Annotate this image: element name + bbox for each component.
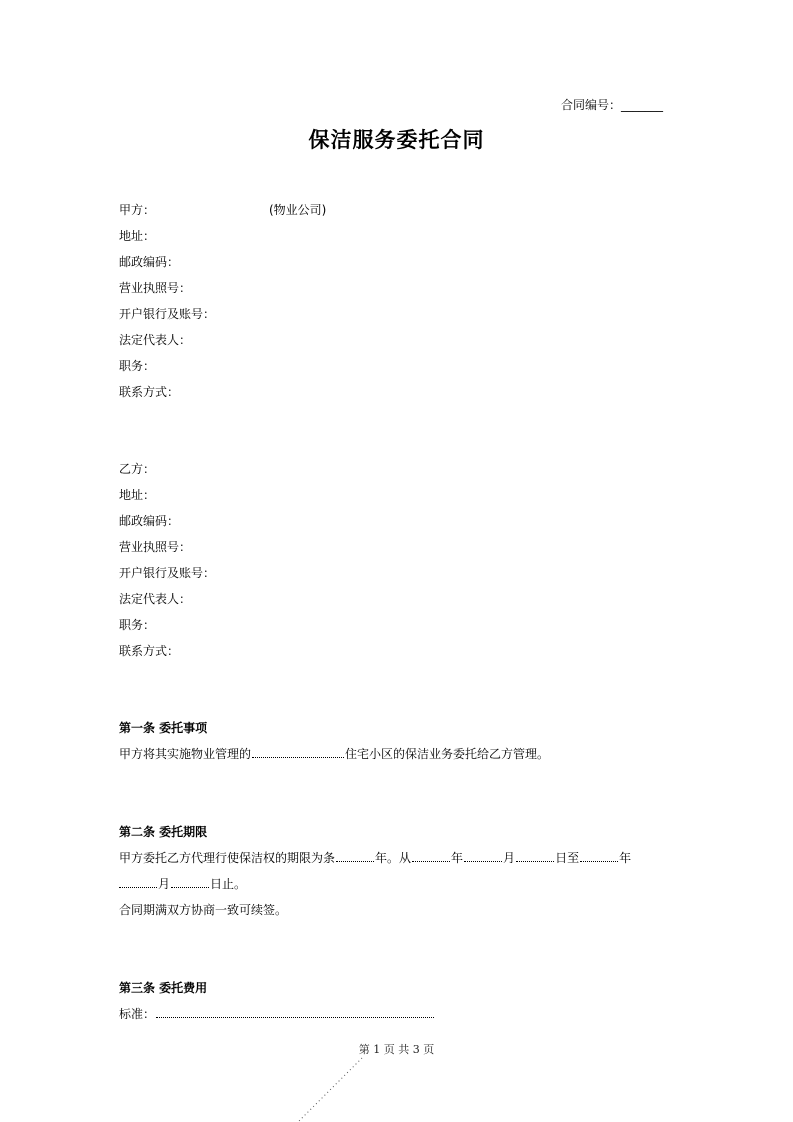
party-a-field-contact: 联系方式： xyxy=(119,385,180,399)
article-2-year: 年 xyxy=(451,851,464,865)
article-2-renewal: 合同期满双方协商一致可续签。 xyxy=(119,903,288,917)
article-2-month: 月 xyxy=(503,851,516,865)
party-a-field-representative: 法定代表人： xyxy=(119,333,192,347)
document-title: 保洁服务委托合同 xyxy=(308,127,485,152)
article-2-end-month: 月 xyxy=(158,877,171,891)
party-b-field-license: 营业执照号： xyxy=(119,540,192,554)
party-b-field-postcode: 邮政编码： xyxy=(119,514,180,528)
party-a-field-address: 地址： xyxy=(119,229,156,243)
party-b-field-position: 职务： xyxy=(119,618,156,632)
article-2-day-to: 日至 xyxy=(555,851,580,865)
article-1-text-pre: 甲方将其实施物业管理的 xyxy=(119,747,252,761)
article-2-end-day: 日止。 xyxy=(210,877,247,891)
page-footer: 第 1 页 共 3 页 xyxy=(358,1043,435,1056)
party-b-field-address: 地址： xyxy=(119,488,156,502)
article-2-years-from: 年。从 xyxy=(375,851,412,865)
party-b-field-bank: 开户银行及账号： xyxy=(119,566,216,580)
article-1-heading: 第一条 委托事项 xyxy=(119,721,208,735)
contract-number: 合同编号：_______ xyxy=(561,98,664,112)
party-a-note: (物业公司) xyxy=(269,203,327,217)
article-2-heading: 第二条 委托期限 xyxy=(119,825,208,839)
article-3-standard-label: 标准： xyxy=(119,1007,156,1021)
article-1-text-post: 住宅小区的保洁业务委托给乙方管理。 xyxy=(345,747,550,761)
article-3-heading: 第三条 委托费用 xyxy=(119,981,208,995)
party-b-field-contact: 联系方式： xyxy=(119,644,180,658)
party-a-field-postcode: 邮政编码： xyxy=(119,255,180,269)
party-a-field-position: 职务： xyxy=(119,359,156,373)
party-b-field-representative: 法定代表人： xyxy=(119,592,192,606)
party-a-field-license: 营业执照号： xyxy=(119,281,192,295)
party-b-label: 乙方： xyxy=(119,462,156,476)
party-a-label: 甲方： xyxy=(119,203,156,217)
article-2-term-text: 甲方委托乙方代理行使保洁权的期限为条 xyxy=(119,851,336,865)
party-a-field-bank: 开户银行及账号： xyxy=(119,307,216,321)
article-2-end-year: 年 xyxy=(619,851,632,865)
